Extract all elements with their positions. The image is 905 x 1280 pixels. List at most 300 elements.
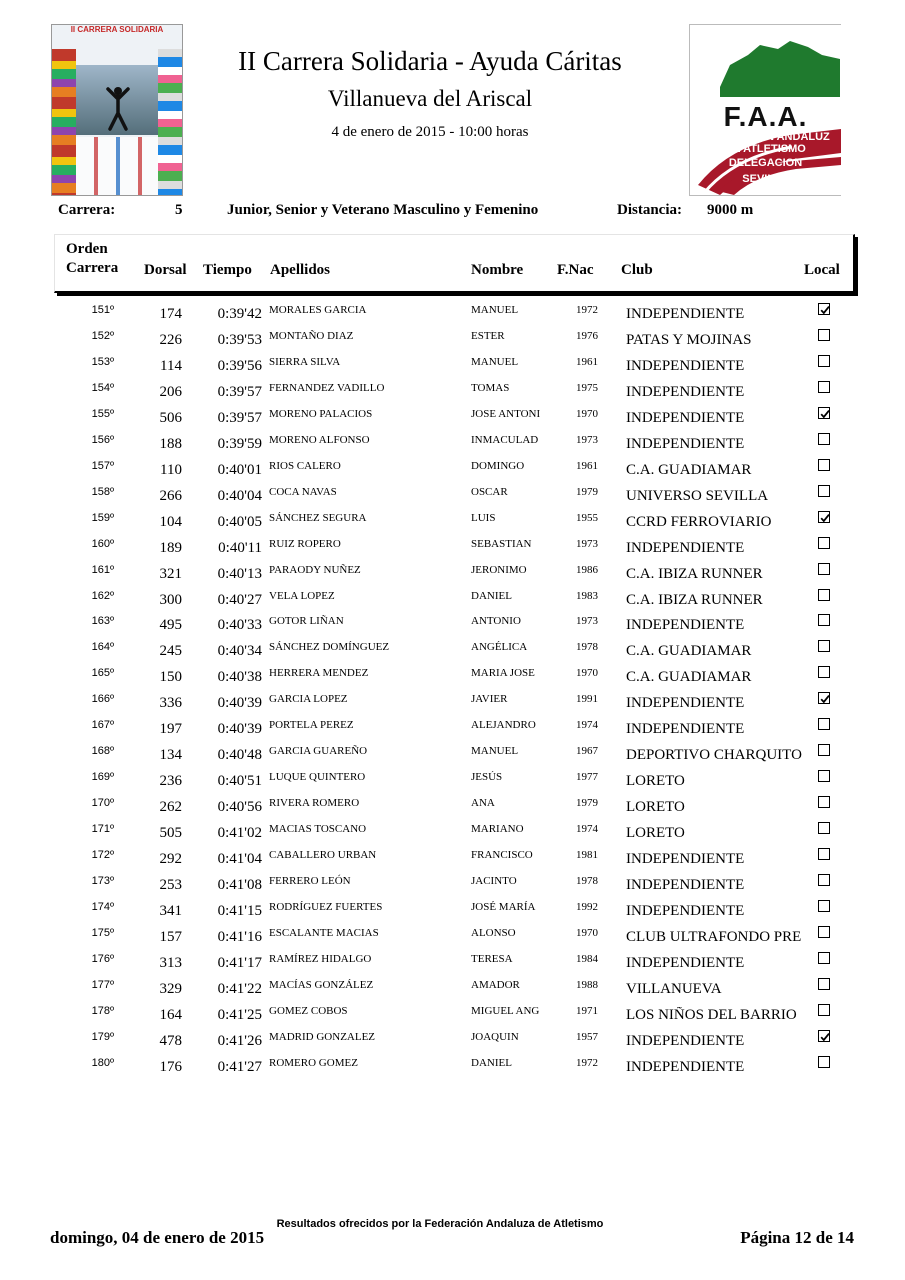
row-club: INDEPENDIENTE: [626, 383, 745, 400]
row-time: 0:40'34: [217, 643, 262, 660]
col-fnac: F.Nac: [557, 262, 594, 278]
row-dorsal: 313: [159, 954, 182, 971]
row-time: 0:41'08: [217, 876, 262, 893]
row-dorsal: 300: [159, 591, 182, 608]
row-surname: FERRERO LEÓN: [269, 874, 351, 887]
table-row: [0, 302, 905, 328]
row-birth-year: 1970: [576, 667, 598, 680]
local-checkbox[interactable]: [818, 848, 830, 860]
row-club: C.A. GUADIAMAR: [626, 461, 752, 478]
row-time: 0:40'38: [217, 669, 262, 686]
row-club: INDEPENDIENTE: [626, 306, 745, 322]
row-surname: ROMERO GOMEZ: [269, 1056, 358, 1069]
row-name: DOMINGO: [471, 459, 525, 472]
table-row: [0, 484, 905, 510]
row-order: 179º: [91, 1030, 114, 1043]
local-checkbox[interactable]: [818, 952, 830, 964]
row-surname: FERNANDEZ VADILLO: [269, 381, 385, 394]
row-surname: RODRÍGUEZ FUERTES: [269, 900, 383, 913]
local-checkbox[interactable]: [818, 978, 830, 990]
row-dorsal: 188: [159, 435, 182, 452]
row-time: 0:41'04: [217, 850, 262, 867]
row-club: INDEPENDIENTE: [626, 695, 745, 712]
row-name: OSCAR: [471, 485, 508, 498]
row-surname: SÁNCHEZ SEGURA: [269, 511, 367, 524]
row-birth-year: 1967: [576, 745, 598, 758]
row-birth-year: 1971: [576, 1004, 598, 1017]
row-name: LUIS: [471, 511, 496, 524]
faa-line-1: FEDERACION ANDALUZ: [701, 131, 830, 143]
row-dorsal: 157: [159, 928, 182, 945]
table-row: [0, 458, 905, 484]
row-surname: COCA NAVAS: [269, 485, 337, 498]
local-checkbox[interactable]: [818, 1004, 830, 1016]
local-checkbox[interactable]: [818, 640, 830, 652]
results-table-header: [54, 234, 855, 293]
row-dorsal: 226: [159, 331, 182, 348]
row-order: 151º: [91, 304, 114, 316]
row-surname: MACÍAS GONZÁLEZ: [269, 978, 374, 991]
row-club: DEPORTIVO CHARQUITO: [626, 747, 802, 764]
local-checkbox[interactable]: [818, 381, 830, 393]
row-birth-year: 1978: [576, 641, 598, 654]
row-club: LORETO: [626, 825, 685, 841]
row-name: ANA: [471, 797, 495, 809]
local-checkbox[interactable]: [818, 485, 830, 497]
row-name: JOSE ANTONI: [471, 407, 541, 420]
row-name: MANUEL: [471, 304, 519, 316]
row-club: INDEPENDIENTE: [626, 902, 745, 919]
table-row: [0, 717, 905, 743]
table-row: [0, 873, 905, 899]
row-order: 161º: [91, 563, 114, 576]
row-birth-year: 1992: [576, 900, 598, 913]
row-name: ANGÉLICA: [471, 641, 528, 654]
row-dorsal: 329: [159, 980, 182, 997]
row-birth-year: 1961: [576, 355, 598, 368]
row-name: TOMAS: [471, 381, 510, 394]
row-name: TERESA: [471, 952, 513, 965]
row-club: PATAS Y MOJINAS: [626, 331, 752, 348]
row-surname: MORALES GARCIA: [269, 304, 367, 316]
event-title: II Carrera Solidaria - Ayuda Cáritas: [238, 46, 622, 76]
checkmark-icon: [819, 512, 831, 524]
local-checkbox[interactable]: [818, 614, 830, 626]
row-club: CLUB ULTRAFONDO PRE: [626, 928, 802, 945]
row-name: ALONSO: [471, 926, 516, 939]
faa-logo: [689, 24, 841, 196]
row-surname: ESCALANTE MACIAS: [269, 926, 379, 939]
col-orden-line1: Orden: [66, 241, 108, 257]
distance-value: 9000 m: [707, 202, 754, 218]
row-order: 155º: [91, 407, 114, 420]
row-time: 0:40'04: [217, 487, 262, 504]
col-tiempo: Tiempo: [203, 262, 252, 278]
row-dorsal: 236: [159, 773, 182, 790]
row-club: INDEPENDIENTE: [626, 721, 745, 738]
row-club: INDEPENDIENTE: [626, 850, 745, 867]
local-checkbox[interactable]: [818, 537, 830, 549]
row-time: 0:40'05: [217, 513, 262, 530]
row-order: 159º: [91, 511, 114, 524]
table-row: [0, 977, 905, 1003]
local-checkbox[interactable]: [818, 926, 830, 938]
row-time: 0:41'22: [217, 980, 262, 997]
table-row: [0, 743, 905, 769]
row-time: 0:39'57: [217, 409, 262, 426]
local-checkbox[interactable]: [818, 1056, 830, 1068]
row-order: 170º: [91, 797, 114, 809]
faa-line-4: SEVILLA: [742, 173, 789, 185]
row-club: LORETO: [626, 799, 685, 815]
row-name: MANUEL: [471, 355, 519, 368]
table-row: [0, 328, 905, 354]
row-order: 164º: [91, 641, 114, 654]
row-order: 176º: [91, 952, 114, 965]
row-order: 156º: [91, 433, 114, 446]
row-order: 168º: [91, 745, 114, 758]
row-surname: RUIZ ROPERO: [269, 537, 341, 550]
row-surname: GOMEZ COBOS: [269, 1004, 348, 1017]
row-birth-year: 1955: [576, 511, 598, 524]
event-poster-image: [51, 24, 183, 196]
row-order: 153º: [91, 355, 114, 368]
poster-title: II CARRERA SOLIDARIA: [70, 25, 164, 34]
local-checkbox[interactable]: [818, 822, 830, 834]
faa-line-3: DELEGACION: [728, 157, 803, 169]
row-order: 157º: [91, 459, 114, 472]
row-dorsal: 189: [159, 539, 182, 556]
row-order: 160º: [91, 537, 114, 550]
row-order: 158º: [91, 485, 114, 498]
distance-label: Distancia:: [617, 202, 682, 218]
row-surname: SIERRA SILVA: [269, 355, 341, 368]
row-order: 172º: [91, 848, 114, 861]
row-club: INDEPENDIENTE: [626, 954, 745, 971]
row-club: INDEPENDIENTE: [626, 1058, 745, 1075]
row-club: INDEPENDIENTE: [626, 1032, 745, 1049]
row-birth-year: 1975: [576, 381, 598, 394]
row-surname: PARAODY NUÑEZ: [269, 563, 361, 576]
col-apellidos: Apellidos: [270, 262, 331, 278]
local-checkbox[interactable]: [818, 407, 830, 419]
row-time: 0:39'53: [217, 331, 262, 348]
row-order: 165º: [91, 667, 114, 680]
checkmark-icon: [819, 408, 831, 420]
table-row: [0, 380, 905, 406]
row-dorsal: 176: [159, 1058, 182, 1075]
row-dorsal: 321: [159, 565, 182, 582]
local-checkbox[interactable]: [818, 355, 830, 367]
row-name: DANIEL: [471, 589, 512, 602]
row-name: AMADOR: [471, 978, 520, 991]
local-checkbox[interactable]: [818, 718, 830, 730]
row-club: UNIVERSO SEVILLA: [626, 487, 769, 504]
row-name: JERONIMO: [471, 563, 527, 576]
row-surname: VELA LOPEZ: [269, 589, 335, 602]
local-checkbox[interactable]: [818, 563, 830, 575]
row-surname: GOTOR LIÑAN: [269, 615, 344, 628]
row-birth-year: 1979: [576, 485, 598, 498]
row-name: DANIEL: [471, 1056, 512, 1069]
col-dorsal: Dorsal: [144, 262, 187, 278]
row-time: 0:41'16: [217, 928, 262, 945]
row-name: SEBASTIAN: [471, 537, 532, 550]
row-surname: LUQUE QUINTERO: [269, 771, 366, 784]
row-dorsal: 104: [159, 513, 182, 530]
row-order: 177º: [91, 978, 114, 991]
footer-date: domingo, 04 de enero de 2015: [50, 1228, 265, 1247]
col-club: Club: [621, 262, 653, 278]
row-name: JESÚS: [471, 771, 503, 784]
table-row: [0, 769, 905, 795]
row-name: MANUEL: [471, 745, 519, 758]
poster-sponsor-strip-left: [52, 49, 76, 195]
local-checkbox[interactable]: [818, 874, 830, 886]
row-club: INDEPENDIENTE: [626, 357, 745, 374]
local-checkbox[interactable]: [818, 589, 830, 601]
row-name: INMACULAD: [471, 433, 539, 446]
row-dorsal: 341: [159, 902, 182, 919]
row-dorsal: 245: [159, 643, 182, 660]
row-surname: SÁNCHEZ DOMÍNGUEZ: [269, 641, 390, 654]
row-order: 178º: [91, 1004, 114, 1017]
row-time: 0:40'01: [217, 461, 262, 478]
row-surname: HERRERA MENDEZ: [269, 667, 369, 680]
row-time: 0:41'15: [217, 902, 262, 919]
row-name: MARIANO: [471, 823, 524, 835]
event-location: Villanueva del Ariscal: [327, 86, 533, 111]
table-row: [0, 795, 905, 821]
row-club: INDEPENDIENTE: [626, 435, 745, 452]
table-row: [0, 613, 905, 639]
footer-note: Resultados ofrecidos por la Federación Andaluza de Atletismo: [276, 1218, 604, 1230]
row-time: 0:41'25: [217, 1006, 262, 1023]
row-order: 167º: [91, 719, 114, 732]
poster-sponsor-strip-right: [158, 49, 182, 195]
table-row: [0, 821, 905, 847]
table-row: [0, 432, 905, 458]
row-time: 0:41'17: [217, 954, 262, 971]
row-dorsal: 253: [159, 876, 182, 893]
row-time: 0:39'59: [217, 435, 262, 452]
row-dorsal: 110: [160, 461, 182, 478]
table-row: [0, 639, 905, 665]
row-birth-year: 1978: [576, 874, 598, 887]
row-club: C.A. IBIZA RUNNER: [626, 591, 763, 608]
local-checkbox[interactable]: [818, 459, 830, 471]
table-row: [0, 510, 905, 536]
row-birth-year: 1991: [576, 693, 598, 706]
row-time: 0:40'11: [218, 539, 262, 556]
row-surname: GARCIA LOPEZ: [269, 693, 348, 706]
row-dorsal: 134: [159, 747, 182, 764]
table-row: [0, 588, 905, 614]
local-checkbox[interactable]: [818, 511, 830, 523]
local-checkbox[interactable]: [818, 433, 830, 445]
table-row: [0, 354, 905, 380]
table-row: [0, 847, 905, 873]
row-name: JAVIER: [471, 693, 508, 706]
row-time: 0:41'27: [217, 1058, 262, 1075]
runner-silhouette-icon: [104, 85, 132, 131]
local-checkbox[interactable]: [818, 1030, 830, 1042]
row-time: 0:40'39: [217, 695, 262, 712]
race-number: 5: [175, 202, 183, 218]
local-checkbox[interactable]: [818, 692, 830, 704]
col-orden-line2: Carrera: [66, 260, 119, 276]
row-surname: RIOS CALERO: [269, 459, 341, 472]
row-surname: MORENO ALFONSO: [269, 433, 370, 446]
row-club: INDEPENDIENTE: [626, 409, 745, 426]
row-birth-year: 1972: [576, 1056, 598, 1069]
row-order: 173º: [91, 874, 114, 887]
row-time: 0:39'42: [217, 306, 262, 322]
checkmark-icon: [819, 304, 831, 316]
row-time: 0:40'56: [217, 799, 262, 815]
row-club: INDEPENDIENTE: [626, 617, 745, 634]
row-surname: GARCIA GUAREÑO: [269, 745, 368, 758]
row-birth-year: 1970: [576, 407, 598, 420]
row-club: C.A. IBIZA RUNNER: [626, 565, 763, 582]
row-birth-year: 1972: [576, 304, 598, 316]
checkmark-icon: [819, 693, 831, 705]
row-time: 0:40'13: [217, 565, 262, 582]
row-birth-year: 1988: [576, 978, 598, 991]
table-row: [0, 951, 905, 977]
row-dorsal: 206: [159, 383, 182, 400]
row-name: MIGUEL ANG: [471, 1004, 540, 1017]
row-birth-year: 1974: [576, 823, 598, 835]
local-checkbox[interactable]: [818, 900, 830, 912]
row-dorsal: 164: [159, 1006, 182, 1023]
row-time: 0:41'26: [217, 1032, 262, 1049]
row-surname: RAMÍREZ HIDALGO: [269, 952, 372, 965]
row-order: 180º: [91, 1056, 114, 1069]
faa-line-2: DE ATLETISMO: [725, 143, 806, 155]
row-order: 163º: [91, 615, 114, 628]
local-checkbox[interactable]: [818, 303, 830, 315]
row-dorsal: 150: [159, 669, 182, 686]
row-order: 162º: [91, 589, 114, 602]
col-local: Local: [804, 262, 840, 278]
row-time: 0:40'27: [217, 591, 262, 608]
event-date: 4 de enero de 2015 - 10:00 horas: [331, 124, 529, 140]
row-order: 175º: [91, 926, 114, 939]
faa-abbreviation: F.A.A.: [723, 101, 808, 132]
local-checkbox[interactable]: [818, 666, 830, 678]
row-time: 0:40'51: [217, 773, 262, 790]
row-dorsal: 174: [159, 306, 182, 322]
row-time: 0:39'57: [217, 383, 262, 400]
row-dorsal: 114: [160, 357, 182, 374]
row-time: 0:40'48: [217, 747, 262, 764]
row-dorsal: 336: [159, 695, 182, 712]
row-name: MARIA JOSE: [471, 667, 535, 680]
row-surname: MONTAÑO DIAZ: [269, 329, 354, 342]
row-club: CCRD FERROVIARIO: [626, 513, 772, 530]
row-club: C.A. GUADIAMAR: [626, 643, 752, 660]
row-dorsal: 266: [159, 487, 182, 504]
table-row: [0, 1029, 905, 1055]
row-time: 0:40'39: [217, 721, 262, 738]
row-name: ALEJANDRO: [471, 719, 536, 732]
poster-sponsors-grid: [76, 137, 158, 195]
col-nombre: Nombre: [471, 262, 524, 278]
table-row: [0, 562, 905, 588]
race-label: Carrera:: [58, 202, 116, 218]
table-row: [0, 406, 905, 432]
row-order: 174º: [91, 900, 114, 913]
row-birth-year: 1981: [576, 848, 598, 861]
row-birth-year: 1976: [576, 329, 598, 342]
row-order: 154º: [91, 381, 114, 394]
row-dorsal: 262: [159, 799, 182, 815]
row-club: LORETO: [626, 773, 685, 790]
row-name: ESTER: [471, 329, 505, 342]
row-order: 166º: [91, 693, 114, 706]
row-club: INDEPENDIENTE: [626, 876, 745, 893]
row-dorsal: 505: [159, 825, 182, 841]
row-name: JOSÉ MARÍA: [471, 900, 536, 913]
race-category: Junior, Senior y Veterano Masculino y Femenino: [227, 202, 539, 218]
row-time: 0:39'56: [217, 357, 262, 374]
table-row: [0, 899, 905, 925]
row-order: 171º: [91, 823, 114, 835]
page-number: Página 12 de 14: [740, 1228, 854, 1247]
row-name: ANTONIO: [471, 615, 521, 628]
row-birth-year: 1961: [576, 459, 598, 472]
row-birth-year: 1973: [576, 615, 598, 628]
row-club: LOS NIÑOS DEL BARRIO: [626, 1006, 797, 1023]
row-surname: MORENO PALACIOS: [269, 407, 373, 420]
row-birth-year: 1957: [576, 1030, 598, 1043]
row-order: 152º: [91, 329, 114, 342]
row-dorsal: 292: [159, 850, 182, 867]
table-row: [0, 1003, 905, 1029]
local-checkbox[interactable]: [818, 770, 830, 782]
local-checkbox[interactable]: [818, 796, 830, 808]
row-dorsal: 506: [159, 409, 182, 426]
row-order: 169º: [91, 771, 114, 784]
row-club: C.A. GUADIAMAR: [626, 669, 752, 686]
row-birth-year: 1984: [576, 952, 598, 965]
row-birth-year: 1974: [576, 719, 598, 732]
local-checkbox[interactable]: [818, 329, 830, 341]
row-birth-year: 1986: [576, 563, 598, 576]
row-birth-year: 1977: [576, 771, 598, 784]
row-birth-year: 1973: [576, 537, 598, 550]
row-name: FRANCISCO: [471, 848, 533, 861]
row-surname: RIVERA ROMERO: [269, 797, 360, 809]
row-dorsal: 478: [159, 1032, 182, 1049]
row-surname: MACIAS TOSCANO: [269, 823, 367, 835]
table-row: [0, 665, 905, 691]
row-birth-year: 1973: [576, 433, 598, 446]
local-checkbox[interactable]: [818, 744, 830, 756]
row-club: INDEPENDIENTE: [626, 539, 745, 556]
row-club: VILLANUEVA: [626, 980, 722, 997]
row-birth-year: 1983: [576, 589, 598, 602]
table-row: [0, 536, 905, 562]
row-surname: PORTELA PEREZ: [269, 719, 354, 732]
row-dorsal: 197: [159, 721, 182, 738]
row-time: 0:40'33: [217, 617, 262, 634]
row-birth-year: 1970: [576, 926, 598, 939]
table-row: [0, 925, 905, 951]
row-time: 0:41'02: [217, 825, 262, 841]
checkmark-icon: [819, 1031, 831, 1043]
